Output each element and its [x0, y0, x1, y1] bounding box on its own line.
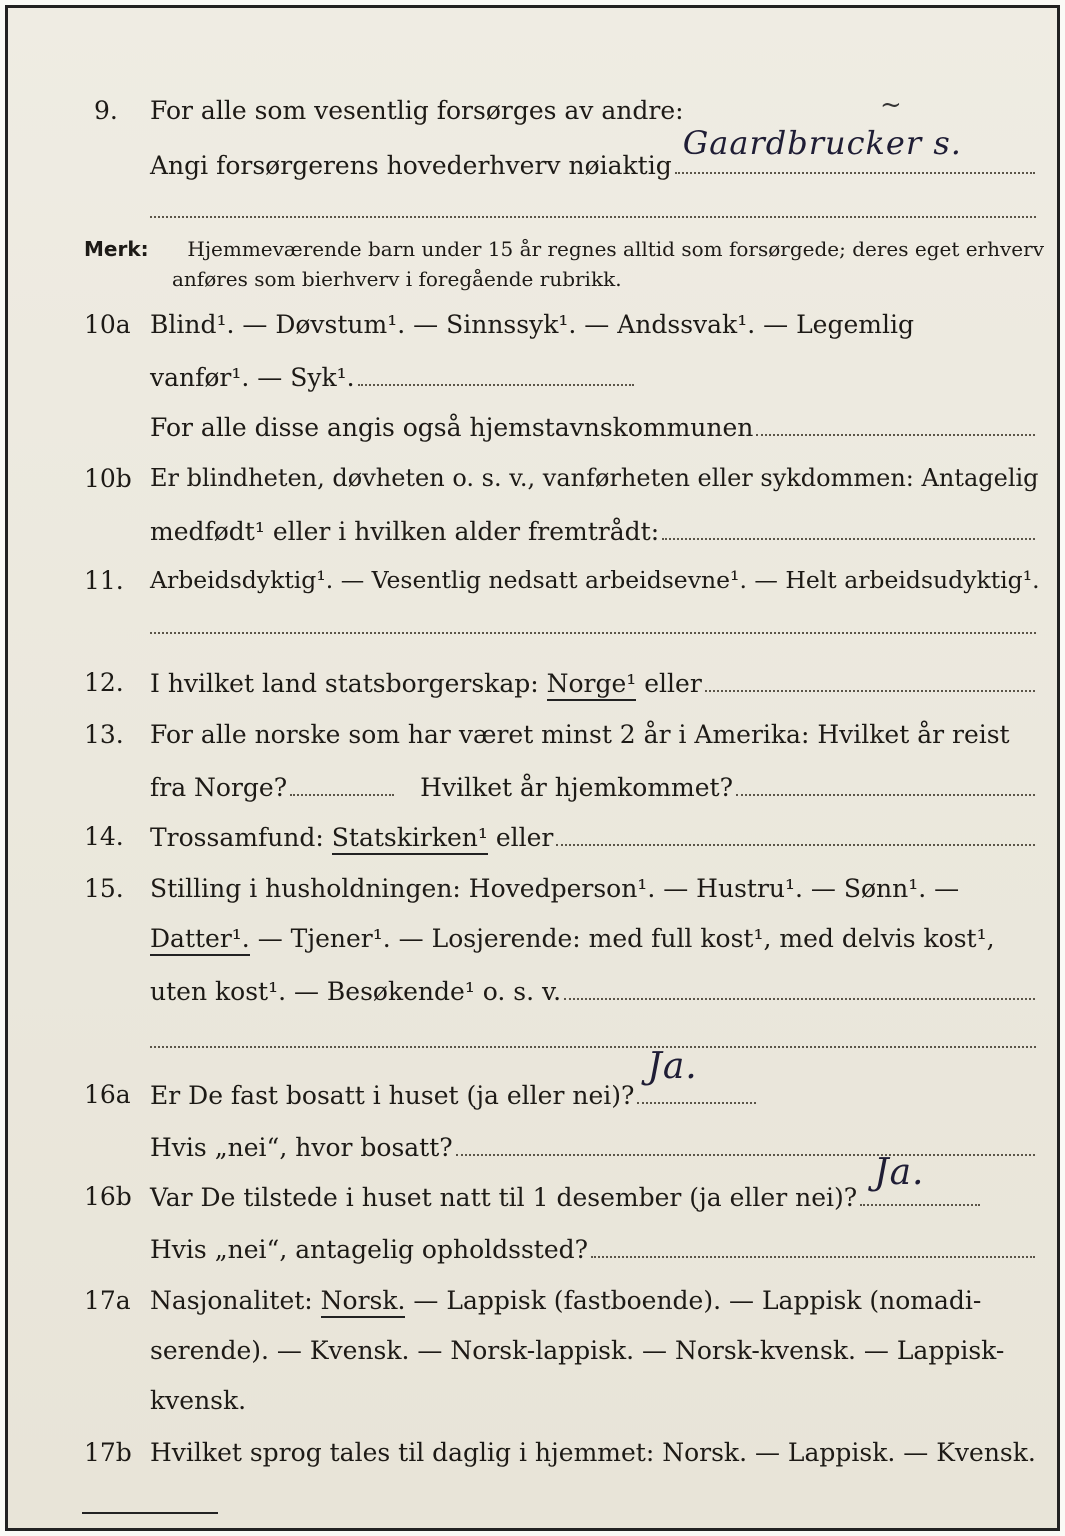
question-number: 10a	[84, 310, 131, 339]
answer-line	[150, 412, 1035, 442]
answer-line	[150, 1152, 980, 1212]
question-number: 13.	[84, 720, 124, 749]
question-text: — Tjener¹. — Losjerende: med full kost¹, med delvis kost¹,	[249, 924, 995, 953]
blank-answer-line[interactable]	[150, 216, 1036, 218]
question-15-line-1	[0, 874, 1065, 914]
answer-field-year-returned[interactable]	[736, 772, 1035, 796]
question-number: 17b	[84, 1438, 132, 1467]
answer-line	[150, 772, 1035, 802]
question-17a-line-3	[0, 1386, 1065, 1426]
question-text-wrap	[150, 464, 1039, 492]
answer-field[interactable]	[358, 362, 634, 386]
question-10b-line-1	[0, 464, 1065, 504]
question-12	[0, 668, 1065, 708]
question-17a-line-2	[0, 1336, 1065, 1376]
question-text: Trossamfund:	[150, 823, 332, 852]
question-text: Blind¹. — Døvstum¹. — Sinnssyk¹. — Andssvak¹. — Legemlig	[150, 310, 914, 339]
answer-field[interactable]	[637, 1046, 756, 1104]
question-text: — Lappisk (fastboende). — Lappisk (nomadi-	[405, 1286, 982, 1315]
question-text: For alle norske som har været minst 2 år i Amerika: Hvilket år reist	[150, 720, 1010, 749]
question-number: 14.	[84, 822, 124, 851]
question-15-line-2	[0, 924, 1065, 964]
question-text: Er De fast bosatt i huset (ja eller nei)?	[150, 1081, 635, 1110]
question-text: eller	[487, 823, 554, 852]
note-line-1: Hjemmeværende barn under 15 år regnes alltid som forsørgede; deres eget erhverv	[187, 237, 1044, 261]
answer-field-year-left[interactable]	[290, 772, 394, 796]
handwritten-answer: Ja.	[874, 1152, 925, 1193]
question-17a-line-1	[0, 1286, 1065, 1326]
answer-field[interactable]	[564, 976, 1035, 1000]
question-number: 17a	[84, 1286, 131, 1315]
question-13-line-2	[0, 772, 1065, 812]
question-text: Arbeidsdyktig¹. — Vesentlig nedsatt arbeidsevne¹. — Helt arbeidsudyktig¹.	[150, 566, 1040, 594]
question-text-wrap	[150, 1336, 1004, 1365]
question-text: kvensk.	[150, 1386, 247, 1415]
answer-line	[150, 124, 1035, 180]
answer-field[interactable]	[756, 412, 1035, 436]
question-16b-line-2	[0, 1234, 1065, 1274]
question-number: 12.	[84, 668, 124, 697]
question-text: eller	[636, 669, 702, 698]
selected-option-datter[interactable]: Datter¹.	[150, 924, 250, 956]
selected-option-norge[interactable]: Norge¹	[547, 669, 637, 701]
handwritten-answer: Gaardbrucker s.	[682, 124, 962, 162]
question-16a-line-1	[0, 1046, 1065, 1120]
question-17b-line-1	[0, 1438, 1065, 1478]
question-11-line-1	[0, 566, 1065, 606]
question-text: Hvilket sprog tales til daglig i hjemmet: Norsk. — Lappisk. — Kvensk.	[150, 1438, 1036, 1467]
question-text-wrap	[150, 310, 914, 339]
question-15-line-3	[0, 976, 1065, 1016]
footnote-rule	[82, 1512, 218, 1514]
question-number: 16a	[84, 1080, 131, 1109]
answer-field[interactable]	[456, 1132, 1035, 1156]
question-text: For alle som vesentlig forsørges av andre:	[150, 96, 684, 125]
answer-line	[150, 362, 634, 392]
question-number: 11.	[84, 566, 124, 595]
note-line-2: anføres som bierhverv i foregående rubrikk.	[172, 267, 622, 291]
question-text-wrap	[150, 96, 684, 125]
question-text: Stilling i husholdningen: Hovedperson¹. — Hustru¹. — Sønn¹. —	[150, 874, 960, 903]
answer-line	[150, 1234, 1035, 1264]
question-text: fra Norge?	[150, 773, 288, 802]
question-number: 16b	[84, 1182, 132, 1211]
question-text: vanfør¹. — Syk¹.	[150, 363, 355, 392]
question-text: Hvis „nei“, antagelig opholdssted?	[150, 1235, 589, 1264]
question-text-wrap	[150, 1286, 981, 1318]
note-label: Merk:	[84, 237, 149, 261]
question-10a-line-2	[0, 362, 1065, 402]
answer-line	[150, 668, 1035, 701]
question-text: Er blindheten, døvheten o. s. v., vanførheten eller sykdommen: Antagelig	[150, 464, 1039, 492]
blank-answer-line[interactable]	[150, 632, 1036, 634]
question-text: medfødt¹ eller i hvilken alder fremtrådt:	[150, 517, 660, 546]
question-text: Var De tilstede i huset natt til 1 desember (ja eller nei)?	[150, 1183, 858, 1212]
answer-line	[150, 516, 1035, 546]
question-text-wrap	[150, 566, 1040, 594]
question-14	[0, 822, 1065, 862]
question-10b-line-2	[0, 516, 1065, 556]
question-text-wrap	[150, 924, 995, 956]
answer-field[interactable]	[591, 1234, 1035, 1258]
question-10a-line-1	[0, 310, 1065, 350]
question-number: 10b	[84, 464, 132, 493]
question-13-line-1	[0, 720, 1065, 760]
question-number: 15.	[84, 874, 124, 903]
question-text: Hvilket år hjemkommet?	[420, 773, 734, 802]
answer-field[interactable]	[662, 516, 1035, 540]
answer-field[interactable]	[860, 1152, 980, 1206]
question-text: uten kost¹. — Besøkende¹ o. s. v.	[150, 977, 562, 1006]
selected-option-statskirken[interactable]: Statskirken¹	[332, 823, 488, 855]
question-label: Angi forsørgerens hovederhverv nøiaktig	[150, 151, 672, 180]
answer-line	[150, 1046, 756, 1110]
ink-dash-mark: ~	[880, 90, 902, 120]
answer-line	[150, 822, 1035, 855]
question-16b-line-1	[0, 1152, 1065, 1222]
question-text-wrap	[150, 720, 1010, 749]
question-text-wrap	[150, 1386, 246, 1415]
question-text-wrap	[150, 874, 959, 903]
question-text: Hvis „nei“, hvor bosatt?	[150, 1133, 453, 1162]
question-text: serende). — Kvensk. — Norsk-lappisk. — Norsk-kvensk. — Lappisk-	[150, 1336, 1005, 1365]
handwritten-answer: Ja.	[647, 1046, 698, 1087]
question-text: For alle disse angis også hjemstavnskommunen	[150, 413, 754, 442]
selected-option-norsk[interactable]: Norsk.	[321, 1286, 406, 1318]
question-number: 9.	[94, 96, 118, 125]
note-block	[84, 234, 1044, 294]
answer-field[interactable]	[556, 822, 1035, 846]
answer-line	[150, 976, 1035, 1006]
answer-field[interactable]	[705, 668, 1035, 692]
question-10a-line-3	[0, 412, 1065, 452]
question-text-wrap	[150, 1438, 1036, 1467]
answer-field[interactable]	[675, 124, 1035, 174]
question-text: Nasjonalitet:	[150, 1286, 321, 1315]
blank-answer-line[interactable]	[150, 1046, 1036, 1048]
question-9-line-2	[0, 124, 1065, 190]
question-text: I hvilket land statsborgerskap:	[150, 669, 547, 698]
